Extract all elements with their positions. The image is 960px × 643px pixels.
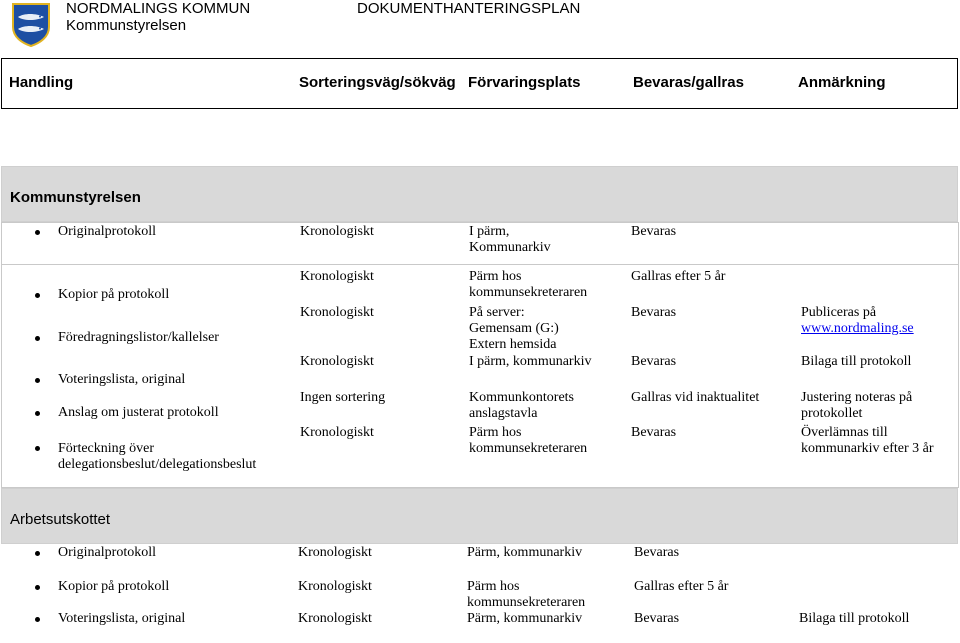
cell-bevaras: Bevaras <box>631 425 677 440</box>
column-header-handling: Handling <box>9 74 74 91</box>
cell-anmarkning: Justering noteras på <box>801 390 913 405</box>
cell-forvaring: kommunsekreteraren <box>467 595 586 610</box>
cell-anmarkning: Publiceras på <box>801 305 877 320</box>
cell-forvaring: I pärm, <box>469 224 510 239</box>
cell-sortering: Kronologiskt <box>298 545 372 560</box>
cell-anmarkning: Bilaga till protokoll <box>801 354 912 369</box>
cell-bevaras: Gallras efter 5 år <box>634 579 729 594</box>
cell-sortering: Kronologiskt <box>300 269 374 284</box>
cell-sortering: Kronologiskt <box>298 611 372 626</box>
cell-anmarkning: protokollet <box>801 406 863 421</box>
section-header: Arbetsutskottet <box>1 488 958 544</box>
cell-sortering: Ingen sortering <box>300 390 386 405</box>
cell-bevaras: Bevaras <box>634 545 680 560</box>
cell-anmarkning: Överlämnas till <box>801 425 888 440</box>
unit-name: Kommunstyrelsen <box>66 17 187 34</box>
cell-bevaras: Gallras vid inaktualitet <box>631 390 760 405</box>
list-item: Voteringslista, original <box>58 611 186 626</box>
list-item: delegationsbeslut/delegationsbeslut <box>58 457 257 472</box>
cell-sortering: Kronologiskt <box>300 305 374 320</box>
column-header-forvaring: Förvaringsplats <box>468 74 581 91</box>
cell-forvaring: Pärm, kommunarkiv <box>467 611 583 626</box>
cell-sortering: Kronologiskt <box>300 224 374 239</box>
cell-forvaring: På server: <box>469 305 525 320</box>
cell-anmarkning: kommunarkiv efter 3 år <box>801 441 934 456</box>
cell-sortering: Kronologiskt <box>300 354 374 369</box>
cell-forvaring: Pärm hos <box>469 425 522 440</box>
cell-forvaring: kommunsekreteraren <box>469 285 588 300</box>
cell-forvaring: Kommunkontorets <box>469 390 574 405</box>
list-item: Kopior på protokoll <box>58 287 170 302</box>
list-item: Originalprotokoll <box>58 545 156 560</box>
list-item: Originalprotokoll <box>58 224 156 239</box>
cell-bevaras: Bevaras <box>631 305 677 320</box>
list-item: Kopior på protokoll <box>58 579 170 594</box>
column-header-row <box>1 58 958 109</box>
organization-name: NORDMALINGS KOMMUN <box>66 0 251 17</box>
cell-forvaring: Gemensam (G:) <box>469 321 559 336</box>
cell-forvaring: anslagstavla <box>469 406 538 421</box>
cell-sortering: Kronologiskt <box>298 579 372 594</box>
section-header: Kommunstyrelsen <box>1 166 958 222</box>
cell-bevaras: Gallras efter 5 år <box>631 269 726 284</box>
cell-forvaring: kommunsekreteraren <box>469 441 588 456</box>
nordmaling-link[interactable]: www.nordmaling.se <box>801 321 914 336</box>
document-title: DOKUMENTHANTERINGSPLAN <box>357 0 581 17</box>
municipal-coat-of-arms-icon <box>12 3 50 47</box>
column-header-anmarkning: Anmärkning <box>798 74 886 91</box>
cell-forvaring: Kommunarkiv <box>469 240 551 255</box>
column-header-bevaras: Bevaras/gallras <box>633 74 744 91</box>
cell-forvaring: Pärm hos <box>467 579 520 594</box>
list-item: Anslag om justerat protokoll <box>58 405 219 420</box>
cell-forvaring: Pärm hos <box>469 269 522 284</box>
list-item: Föredragningslistor/kallelser <box>58 330 219 345</box>
list-item: Förteckning över <box>58 441 155 456</box>
cell-forvaring: Pärm, kommunarkiv <box>467 545 583 560</box>
cell-forvaring: Extern hemsida <box>469 337 557 352</box>
cell-bevaras: Bevaras <box>631 354 677 369</box>
column-header-sortering: Sorteringsväg/sökväg <box>299 74 456 91</box>
cell-bevaras: Bevaras <box>631 224 677 239</box>
cell-sortering: Kronologiskt <box>300 425 374 440</box>
list-item: Voteringslista, original <box>58 372 186 387</box>
cell-forvaring: I pärm, kommunarkiv <box>469 354 592 369</box>
cell-anmarkning: Bilaga till protokoll <box>799 611 910 626</box>
cell-bevaras: Bevaras <box>634 611 680 626</box>
